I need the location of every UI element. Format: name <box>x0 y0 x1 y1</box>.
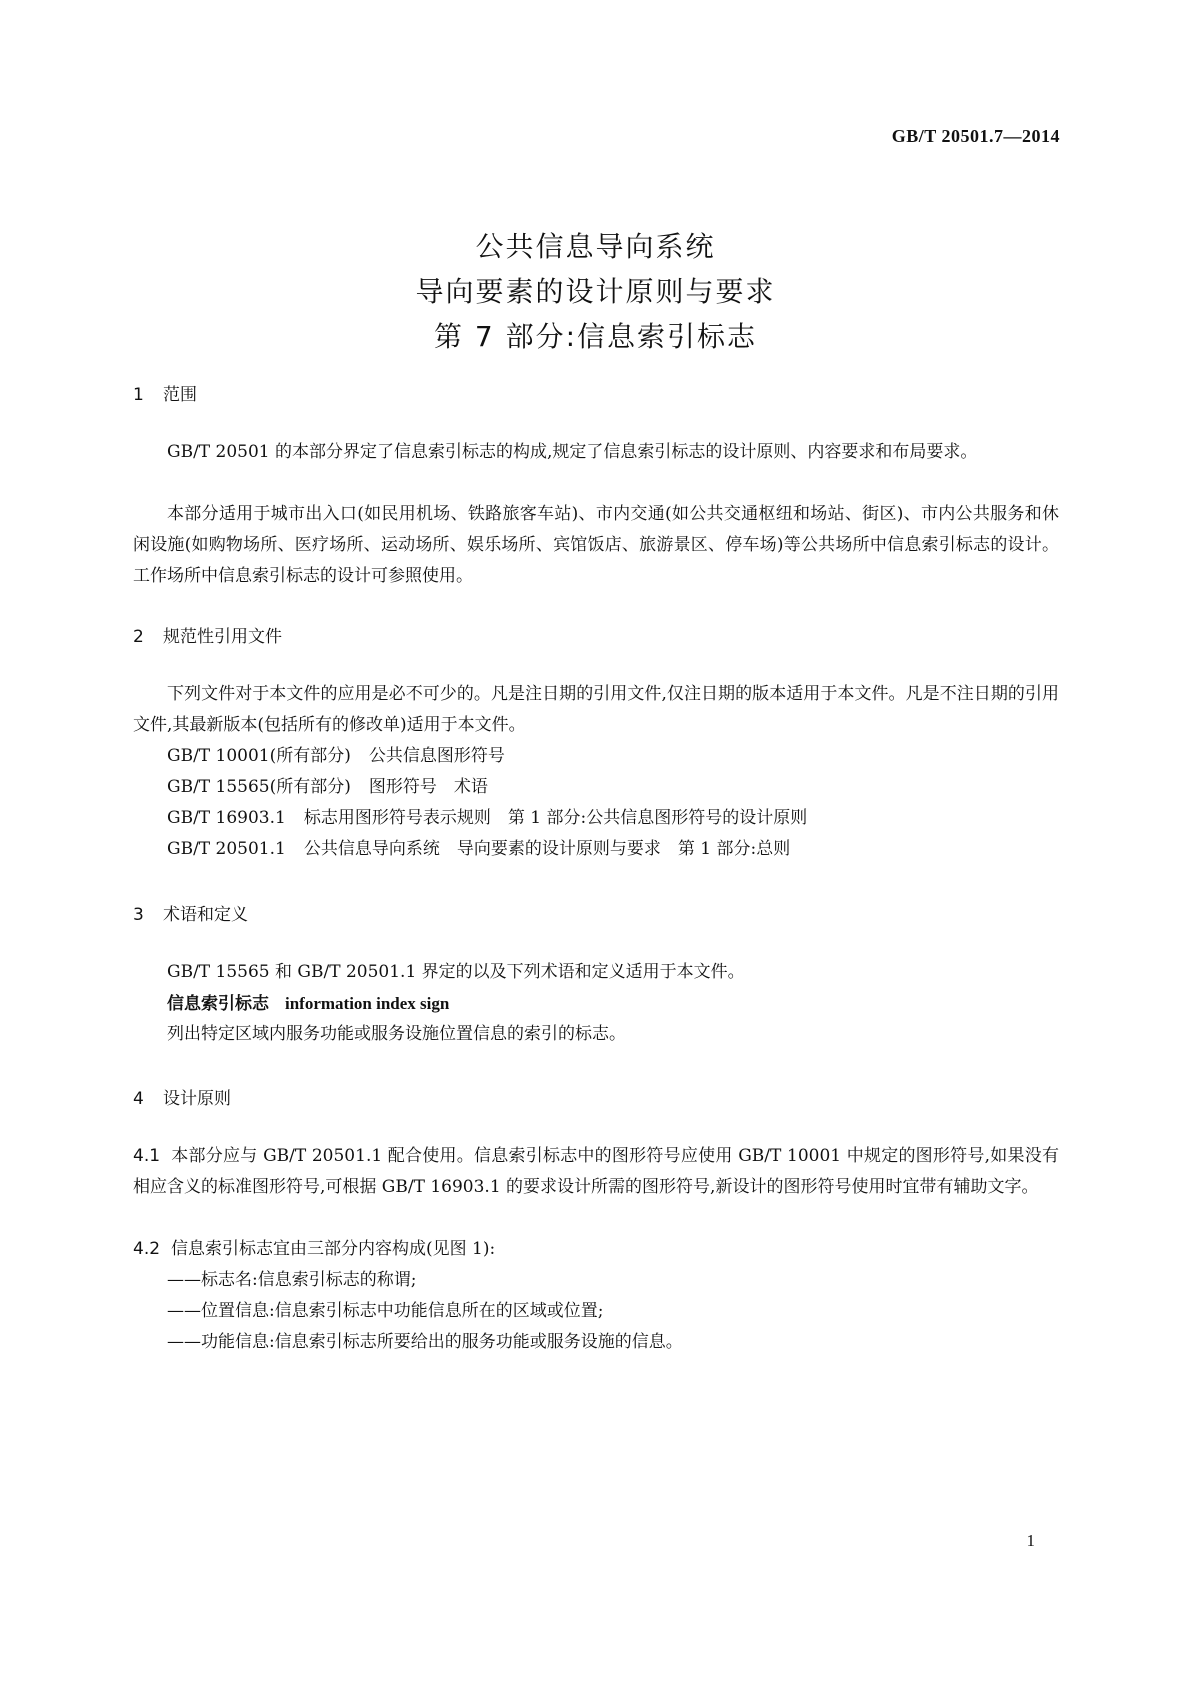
section-number: 2 <box>133 627 144 647</box>
normative-intro: 下列文件对于本文件的应用是必不可少的。凡是注日期的引用文件,仅注日期的版本适用于本文件。凡是不注日期的引用文件,其最新版本(包括所有的修改单)适用于本文件。 <box>133 684 1059 735</box>
term-definition: 列出特定区域内服务功能或服务设施位置信息的索引的标志。 <box>167 1024 626 1044</box>
reference-code: GB/T 15565(所有部分) <box>167 777 351 797</box>
term-entry <box>167 988 1059 1020</box>
section-number: 3 <box>133 905 144 925</box>
section-heading-terms <box>133 904 248 926</box>
title-line-1: 公共信息导向系统 <box>475 230 716 263</box>
section-heading-normative <box>133 626 282 648</box>
section-heading-scope <box>133 384 197 406</box>
title-line-2: 导向要素的设计原则与要求 <box>415 275 776 308</box>
title-line-3: 第 7 部分:信息索引标志 <box>433 320 758 353</box>
reference-title: 公共信息图形符号 <box>368 746 505 766</box>
section-title: 术语和定义 <box>163 905 248 925</box>
clause-4-1 <box>133 1141 1059 1203</box>
section-title: 规范性引用文件 <box>163 627 282 647</box>
list-item: ——标志名:信息索引标志的称谓; <box>167 1270 417 1290</box>
section-title: 范围 <box>163 385 197 405</box>
clause-number: 4.1 <box>133 1146 161 1166</box>
terms-intro: GB/T 15565 和 GB/T 20501.1 界定的以及下列术语和定义适用于本文件。 <box>167 962 745 982</box>
reference-title: 图形符号 术语 <box>368 777 488 797</box>
section-number: 1 <box>133 385 144 405</box>
clause-number: 4.2 <box>133 1239 161 1259</box>
term-english: information index sign <box>285 994 450 1013</box>
reference-item <box>167 834 1059 865</box>
list-item: ——位置信息:信息索引标志中功能信息所在的区域或位置; <box>167 1301 604 1321</box>
term-chinese: 信息索引标志 <box>167 994 269 1014</box>
reference-item <box>167 803 1059 834</box>
scope-paragraph-2: 本部分适用于城市出入口(如民用机场、铁路旅客车站)、市内交通(如公共交通枢纽和场站、街区)、市内公共服务和休闲设施(如购物场所、医疗场所、运动场所、娱乐场所、宾馆饭店、旅游景区、停车场)等公共场所中信息索引标志的设计。工作场所中信息索引标志的设计可参照使用。 <box>133 504 1059 586</box>
clause-4-2 <box>133 1234 1059 1265</box>
section-heading-design <box>133 1088 231 1110</box>
standard-code: GB/T 20501.7—2014 <box>891 126 1060 146</box>
document-title <box>0 224 1191 359</box>
reference-code: GB/T 10001(所有部分) <box>167 746 351 766</box>
page-number: 1 <box>1026 1531 1035 1550</box>
section-title: 设计原则 <box>163 1089 231 1109</box>
scope-paragraph-1: GB/T 20501 的本部分界定了信息索引标志的构成,规定了信息索引标志的设计原则、内容要求和布局要求。 <box>167 442 978 462</box>
reference-code: GB/T 20501.1 <box>167 839 286 859</box>
list-item: ——功能信息:信息索引标志所要给出的服务功能或服务设施的信息。 <box>167 1332 683 1352</box>
reference-title: 标志用图形符号表示规则 第 1 部分:公共信息图形符号的设计原则 <box>303 808 808 828</box>
reference-title: 公共信息导向系统 导向要素的设计原则与要求 第 1 部分:总则 <box>303 839 791 859</box>
clause-text: 本部分应与 GB/T 20501.1 配合使用。信息索引标志中的图形符号应使用 GB/T 10001 中规定的图形符号,如果没有相应含义的标准图形符号,可根据 GB/T 16903.1 的要求设计所需的图形符号,新设计的图形符号使用时宜带有辅助文字。 <box>133 1146 1059 1197</box>
clause-text: 信息索引标志宜由三部分内容构成(见图 1): <box>171 1239 496 1259</box>
section-number: 4 <box>133 1089 144 1109</box>
reference-item <box>167 741 1059 772</box>
reference-item <box>167 772 1059 803</box>
reference-code: GB/T 16903.1 <box>167 808 286 828</box>
